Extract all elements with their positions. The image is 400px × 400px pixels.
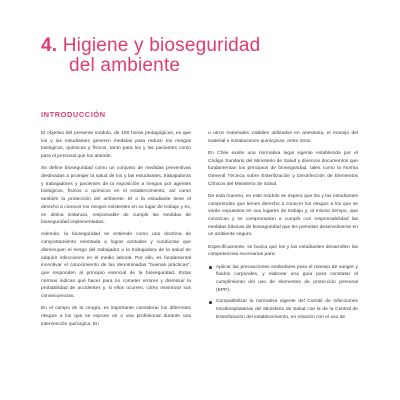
section-heading: INTRODUCCIÓN xyxy=(41,110,106,119)
chapter-title xyxy=(41,36,371,76)
paragraph: De esta manera, en este módulo se espera que los y las estudiantes comprendan que tienen derecho a conocer los riesgos a los que se verán expuestos en sus lugares de trabajo y, al mismo tiempo, que conozcan y se comprometan a cumplir con responsabilidad las medidas básicas de bioseguridad que les permitan desenvolverse en un ambiente seguro. xyxy=(208,193,358,238)
chapter-title-line-2: del ambiente xyxy=(69,55,181,76)
competencies-list xyxy=(208,264,358,322)
paragraph: Además, la bioseguridad se entiende como una doctrina de comportamiento orientada a lograr actitudes y conductas que disminuyan el riesgo del trabajador o la trabajadora de la salud de adquirir infecciones en el medio laboral. Por ello, es fundamental incentivar el conocimiento de las denominadas "buenas prácticas", que responden al principio esencial de la bioseguridad. Estas normas indican qué hacer para no cometer errores y disminuir la probabilidad de accidentes y, si ellos ocurren, cómo minimizar sus consecuencias. xyxy=(41,232,191,300)
right-text-column xyxy=(208,130,358,325)
paragraph: Se define bioseguridad como un conjunto de medidas preventivas destinadas a proteger la salud de los y las estudiantes, trabajadoras y trabajadores y pacientes de la exposición a riesgos por agentes biológicos, físicos o químicos en el establecimiento, así como también la protección del ambiente. El o la estudiante tiene el derecho a conocer los riesgos existentes en su lugar de trabajo y es, en última instancia, responsable de cumplir las medidas de bioseguridad implementadas. xyxy=(41,166,191,226)
chapter-title-line-1: Higiene y bioseguridad xyxy=(62,35,261,56)
paragraph: u otros materiales volátiles utilizados en anestesia, el manejo del material e instalaciones quirúrgicas, entre otros. xyxy=(208,131,358,144)
paragraph: En el campo de la cirugía, es importante considerar los diferentes riesgos a los que se expone un o una profesional durante una intervención quirúrgica. En xyxy=(41,306,191,327)
list-item: Aplicar las precauciones estándares para el manejo de sangre y fluidos corporales, y elaborar una guía para constatar el cumplimiento del uso de elementos de protección personal (EPP). xyxy=(208,264,358,295)
chapter-number: 4. xyxy=(41,35,58,56)
left-text-column xyxy=(41,130,191,333)
paragraph: En Chile existe una normativa legal vigente establecida por el Código Sanitario del Ministerio de Salud y diversos documentos que fundamentan los principios de bioseguridad, tales como la Norma General Técnica sobre Esterilización y Desinfección de Elementos Clínicos del Ministerio de Salud. xyxy=(208,150,358,187)
paragraph: El objetivo del presente módulo, de 190 horas pedagógicas, es que los y las estudiantes generen medidas para reducir los riesgos biológicos, químicos y físicos, tanto para los y las pacientes como para el personal que los atiende. xyxy=(41,131,191,160)
list-item: Compatibilizar la normativa vigente del Comité de Infecciones Intrahospitalarias del Ministerio de Salud con la de la Central de Esterilización del establecimiento, en relación con el uso de xyxy=(208,298,358,321)
paragraph: Específicamente, se busca que los y las estudiantes desarrollen las competencias necesarias para: xyxy=(208,244,358,258)
